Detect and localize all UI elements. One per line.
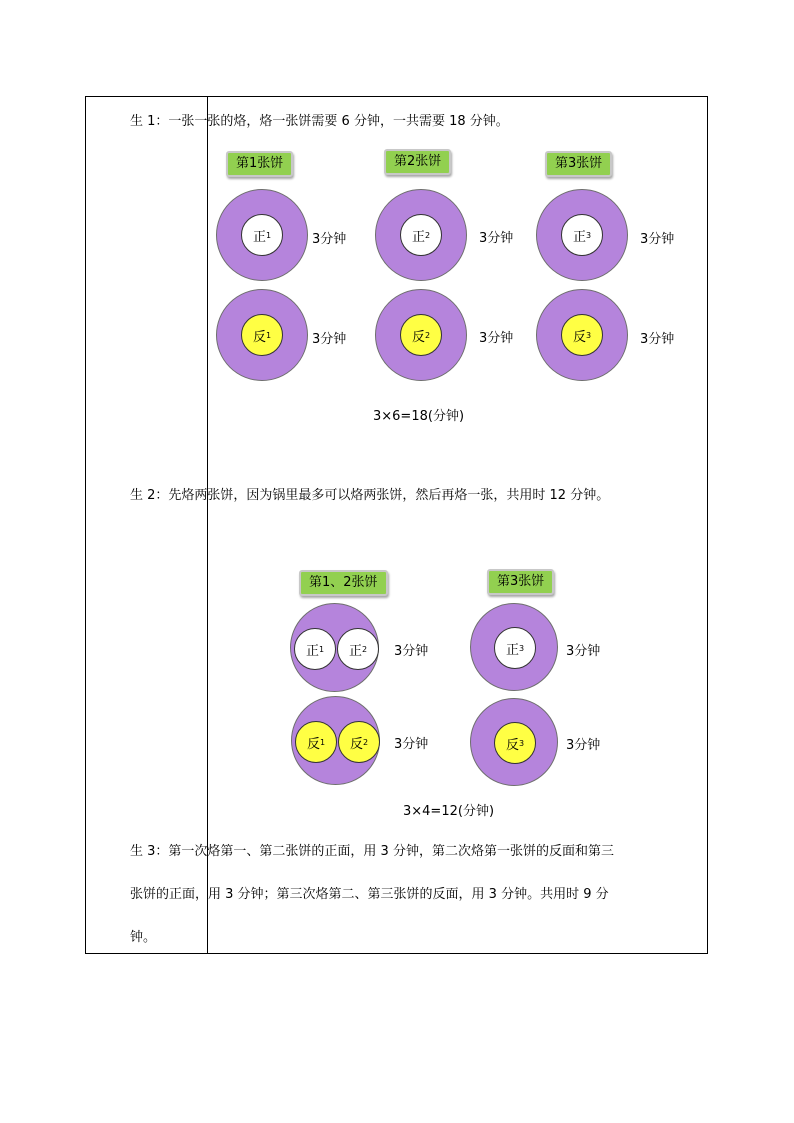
cake-index: 1 bbox=[319, 737, 326, 747]
cake-back-1 bbox=[295, 721, 337, 763]
time-label: 3分钟 bbox=[566, 738, 601, 753]
cake-label: 反 bbox=[411, 329, 425, 345]
cake-label: 反 bbox=[505, 737, 519, 753]
cake-front-2 bbox=[400, 214, 442, 256]
cake-label: 正 bbox=[505, 642, 519, 658]
cake-label: 正 bbox=[572, 229, 586, 245]
time-label: 3分钟 bbox=[640, 232, 675, 247]
cake-index: 1 bbox=[318, 644, 325, 654]
time-label: 3分钟 bbox=[312, 332, 347, 347]
tag-cake-2: 第2张饼 bbox=[384, 149, 451, 175]
cake-index: 1 bbox=[265, 230, 272, 240]
cake-label: 正 bbox=[305, 643, 319, 659]
pan-cake2-front bbox=[375, 189, 467, 281]
time-label: 3分钟 bbox=[640, 332, 675, 347]
cake-index: 2 bbox=[362, 737, 369, 747]
cake-index: 3 bbox=[585, 230, 592, 240]
cake-label: 正 bbox=[348, 643, 362, 659]
pan-cake1-back bbox=[216, 289, 308, 381]
cake-label: 反 bbox=[306, 736, 320, 752]
cake-front-1 bbox=[294, 628, 336, 670]
time-label: 3分钟 bbox=[479, 231, 514, 246]
cake-front-3 bbox=[561, 214, 603, 256]
cake-back-1 bbox=[241, 314, 283, 356]
cake-index: 3 bbox=[518, 643, 525, 653]
tag-cake-3b: 第3张饼 bbox=[487, 569, 554, 595]
cake-label: 反 bbox=[572, 329, 586, 345]
pan-round2-cake3 bbox=[470, 698, 558, 786]
cake-index: 2 bbox=[424, 330, 431, 340]
cake-index: 2 bbox=[361, 644, 368, 654]
time-label: 3分钟 bbox=[394, 737, 429, 752]
cake-label: 反 bbox=[349, 736, 363, 752]
cake-front-1 bbox=[241, 214, 283, 256]
s3-text: 生 3：第一次烙第一、第二张饼的正面，用 3 分钟，第二次烙第一张饼的反面和第三张饼的正面，用 3 分钟；第三次烙第二、第三张饼的反面，用 3 分钟。共用时 9 分钟。 bbox=[130, 844, 614, 945]
tag-cake-3: 第3张饼 bbox=[545, 151, 612, 177]
cake-back-3 bbox=[494, 722, 536, 764]
cake-label: 正 bbox=[411, 229, 425, 245]
cake-label: 正 bbox=[252, 229, 266, 245]
time-label: 3分钟 bbox=[479, 331, 514, 346]
cake-front-2 bbox=[337, 628, 379, 670]
s2-text: 生 2：先烙两张饼，因为锅里最多可以烙两张饼，然后再烙一张，共用时 12 分钟。 bbox=[130, 488, 610, 503]
cake-index: 2 bbox=[424, 230, 431, 240]
pan-round1 bbox=[290, 603, 379, 692]
pan-cake3-back bbox=[536, 289, 628, 381]
s1-text: 生 1：一张一张的烙，烙一张饼需要 6 分钟，一共需要 18 分钟。 bbox=[130, 114, 509, 129]
cake-back-3 bbox=[561, 314, 603, 356]
time-label: 3分钟 bbox=[566, 644, 601, 659]
time-label: 3分钟 bbox=[312, 232, 347, 247]
s1-formula: 3×6=18(分钟) bbox=[373, 409, 465, 424]
time-label: 3分钟 bbox=[394, 644, 429, 659]
tag-cake-1: 第1张饼 bbox=[226, 151, 293, 177]
pan-round1-cake3 bbox=[470, 603, 558, 691]
s2-formula: 3×4=12(分钟) bbox=[403, 804, 495, 819]
cake-index: 3 bbox=[518, 738, 525, 748]
column-divider bbox=[207, 97, 208, 953]
pan-cake1-front bbox=[216, 189, 308, 281]
pan-cake2-back bbox=[375, 289, 467, 381]
cake-index: 3 bbox=[585, 330, 592, 340]
pan-round2 bbox=[291, 696, 380, 785]
pan-cake3-front bbox=[536, 189, 628, 281]
cake-front-3 bbox=[494, 627, 536, 669]
cake-index: 1 bbox=[265, 330, 272, 340]
cake-label: 反 bbox=[252, 329, 266, 345]
cake-back-2 bbox=[400, 314, 442, 356]
tag-cake-1-2: 第1、2张饼 bbox=[299, 570, 388, 596]
cake-back-2 bbox=[338, 721, 380, 763]
